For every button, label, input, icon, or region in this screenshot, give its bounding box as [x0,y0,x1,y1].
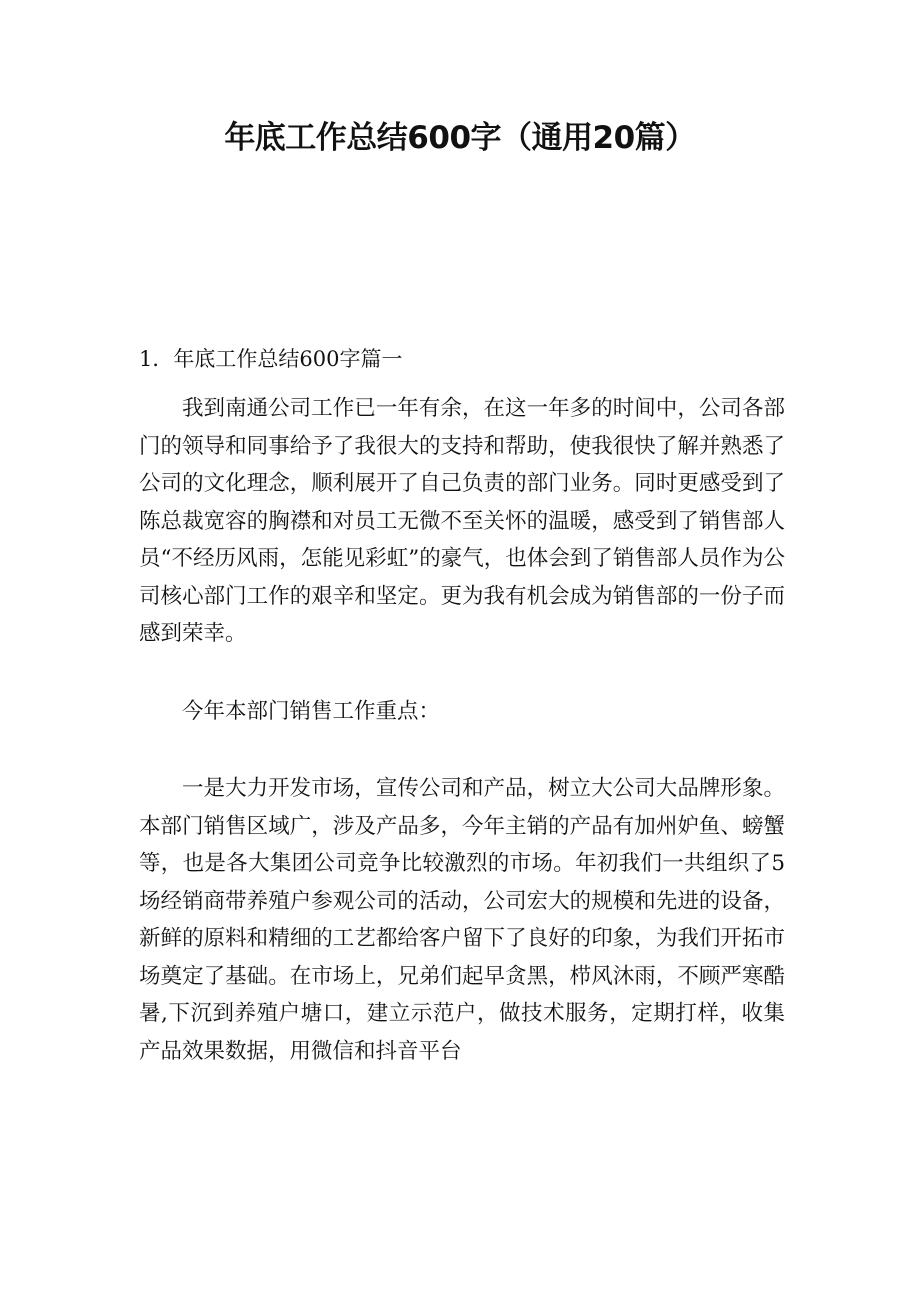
paragraph-sales-focus: 今年本部门销售工作重点： [182,698,441,724]
paragraph-market-development: 一是大力开发市场，宣传公司和产品，树立大公司大品牌形象。本部门销售区域广，涉及产品多，今年主销的产品有加州妒鱼、螃蟹等，也是各大集团公司竞争比较激烈的市场。年初我们一共组织了5场经销商带养殖户参观公司的活动，公司宏大的规模和先进的设备，新鲜的原料和精细的工艺都给客户留下了良好的印象，为我们开拓市场奠定了基础。在市场上，兄弟们起早贪黑，栉风沐雨，不顾严寒酷暑,下沉到养殖户塘口，建立示范户，做技术服务，定期打样，收集产品效果数据，用微信和抖音平台 [139,776,785,1064]
page-title: 年底工作总结600字（通用20篇） [224,120,696,156]
paragraph-intro: 我到南通公司工作已一年有余，在这一年多的时间中，公司各部门的领导和同事给予了我很大的支持和帮助，使我很快了解并熟悉了公司的文化理念，顺利展开了自己负责的部门业务。同时更感受到了陈总裁宽容的胸襟和对员工无微不至关怀的温暖，感受到了销售部人员“不经历风雨，怎能见彩虹”的豪气，也体会到了销售部人员作为公司核心部门工作的艰辛和坚定。更为我有机会成为销售部的一份子而感到荣幸。 [139,396,785,646]
document-body [139,340,785,1070]
section-heading: 1．年底工作总结600字篇一 [139,347,403,371]
